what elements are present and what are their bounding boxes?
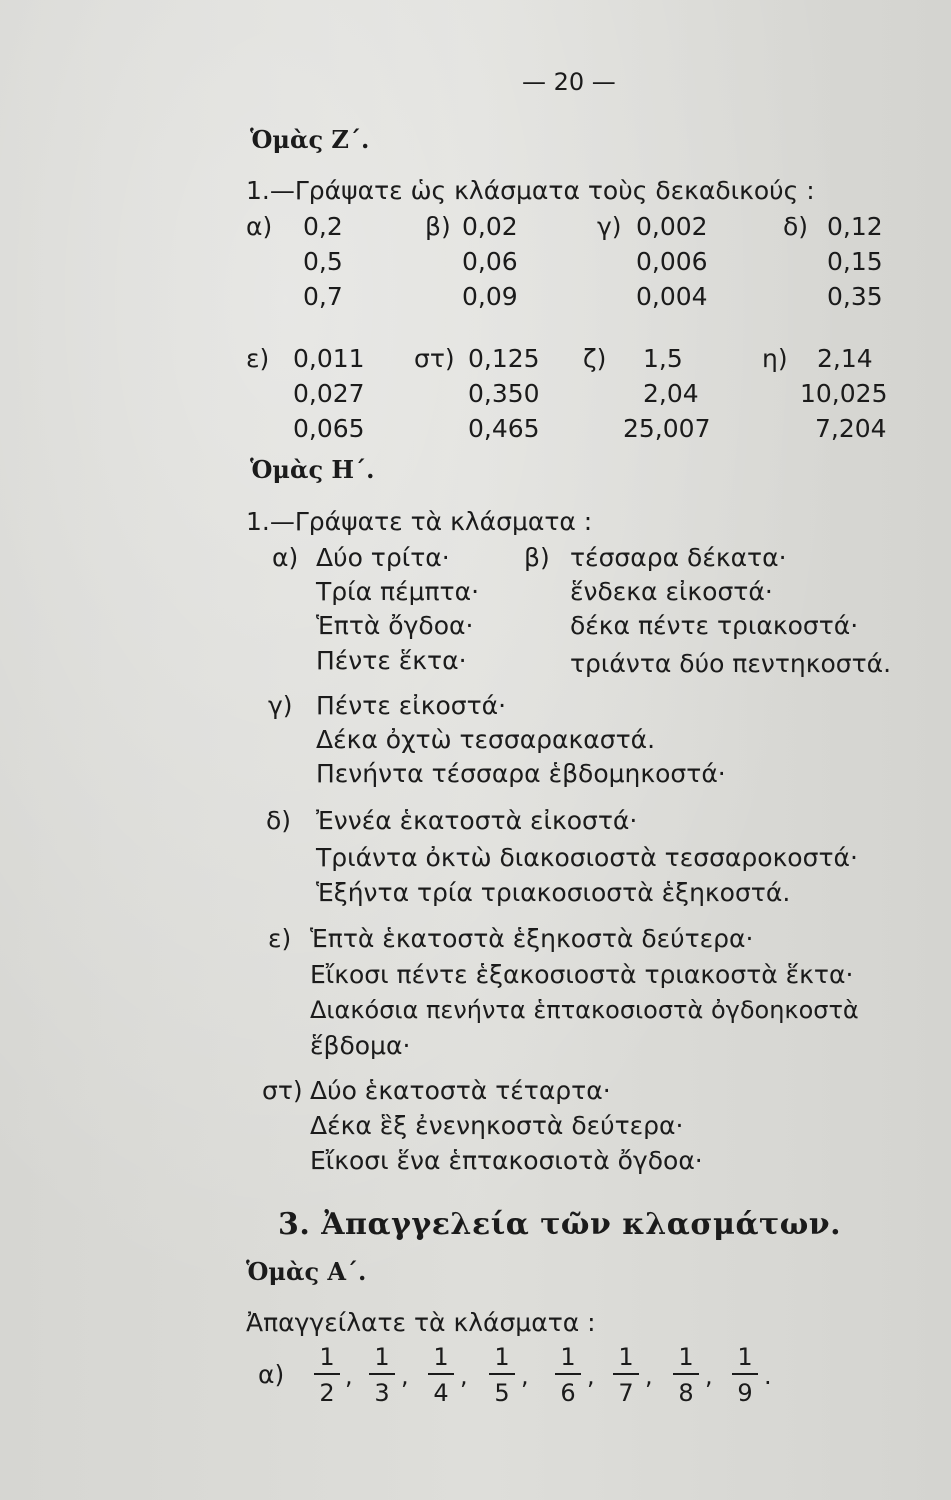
- fraction: [424, 1343, 458, 1407]
- fraction-text: ἕνδεκα εἰκοστά·: [570, 577, 773, 606]
- fraction-end-mark: .: [764, 1362, 772, 1390]
- decimal-value: 0,06: [462, 247, 518, 276]
- label-alpha: α): [258, 1360, 285, 1389]
- decimal-value: 1,5: [643, 344, 683, 373]
- decimal-value: 0,5: [303, 247, 343, 276]
- fraction-numerator: 1: [618, 1343, 634, 1371]
- group-z-instruction: 1.—Γράψατε ὡς κλάσματα τοὺς δεκαδικούς :: [246, 176, 815, 205]
- decimal-value: 0,004: [636, 282, 708, 311]
- fraction-denominator: 7: [618, 1379, 634, 1407]
- decimal-value: 0,125: [468, 344, 540, 373]
- label-beta: β): [524, 543, 550, 572]
- group-z-heading: Ὁμὰς Ζ΄.: [250, 125, 370, 154]
- fraction-text: δέκα πέντε τριακοστά·: [570, 611, 859, 640]
- decimal-value: 0,2: [303, 212, 343, 241]
- label-gamma: γ): [597, 212, 622, 241]
- label-epsilon: ε): [268, 924, 292, 953]
- section-title: 3. Ἀπαγγελεία τῶν κλασμάτων.: [278, 1207, 842, 1242]
- fraction-text: Ἐννέα ἑκατοστὰ εἰκοστά·: [316, 806, 638, 835]
- group-h-heading: Ὁμὰς Η΄.: [250, 455, 375, 484]
- fraction-text: Δέκα ἓξ ἐνενηκοστὰ δεύτερα·: [310, 1111, 684, 1140]
- fraction-separator: ,: [705, 1362, 713, 1390]
- fraction-text: Ἑπτὰ ὄγδοα·: [316, 611, 474, 640]
- fraction-text: ἕβδομα·: [310, 1031, 411, 1060]
- fraction-text: Δέκα ὀχτὼ τεσσαρακαστά.: [316, 725, 656, 754]
- fraction-denominator: 6: [560, 1379, 576, 1407]
- section-instruction: Ἀπαγγείλατε τὰ κλάσματα :: [246, 1308, 596, 1337]
- label-eta: η): [762, 344, 788, 373]
- fraction-numerator: 1: [319, 1343, 335, 1371]
- fraction: [728, 1343, 762, 1407]
- fraction-numerator: 1: [494, 1343, 510, 1371]
- fraction-text: Δύο τρίτα·: [316, 543, 450, 572]
- fraction-denominator: 9: [737, 1379, 753, 1407]
- decimal-value: 25,007: [623, 414, 711, 443]
- label-alpha: α): [246, 212, 273, 241]
- decimal-value: 0,027: [293, 379, 365, 408]
- fraction-text: Εἴκοσι ἕνα ἑπτακοσιοτὰ ὄγδοα·: [310, 1146, 703, 1175]
- fraction-numerator: 1: [737, 1343, 753, 1371]
- label-stigma: στ): [262, 1076, 303, 1105]
- fraction-numerator: 1: [374, 1343, 390, 1371]
- fraction-text: Πέντε ἕκτα·: [316, 646, 467, 675]
- group-a-heading: Ὁμὰς Α΄.: [246, 1257, 367, 1286]
- fraction-numerator: 1: [678, 1343, 694, 1371]
- label-delta: δ): [783, 212, 809, 241]
- fraction-text: Ἑξήντα τρία τριακοσιοστὰ ἑξηκοστά.: [316, 878, 791, 907]
- decimal-value: 0,065: [293, 414, 365, 443]
- fraction-denominator: 2: [319, 1379, 335, 1407]
- label-gamma: γ): [268, 691, 293, 720]
- label-alpha: α): [272, 543, 299, 572]
- fraction-separator: ,: [401, 1362, 409, 1390]
- label-stigma: στ): [414, 344, 455, 373]
- fraction-denominator: 5: [494, 1379, 510, 1407]
- decimal-value: 0,350: [468, 379, 540, 408]
- fraction: [551, 1343, 585, 1407]
- decimal-value: 2,04: [643, 379, 699, 408]
- decimal-value: 0,465: [468, 414, 540, 443]
- fraction-text: Τρία πέμπτα·: [316, 577, 480, 606]
- decimal-value: 7,204: [815, 414, 887, 443]
- group-h-instruction: 1.—Γράψατε τὰ κλάσματα :: [246, 507, 593, 536]
- fraction-numerator: 1: [433, 1343, 449, 1371]
- label-epsilon: ε): [246, 344, 270, 373]
- fraction-text: τριάντα δύο πεντηκοστά.: [570, 649, 892, 678]
- fraction-text: Πενήντα τέσσαρα ἑβδομηκοστά·: [316, 759, 726, 788]
- fraction-text: Τριάντα ὀκτὼ διακοσιοστὰ τεσσαροκοστά·: [316, 843, 858, 872]
- decimal-value: 0,006: [636, 247, 708, 276]
- decimal-value: 0,011: [293, 344, 365, 373]
- fraction-denominator: 4: [433, 1379, 449, 1407]
- fraction: [365, 1343, 399, 1407]
- label-delta: δ): [266, 806, 292, 835]
- fraction: [609, 1343, 643, 1407]
- decimal-value: 0,15: [827, 247, 883, 276]
- decimal-value: 0,002: [636, 212, 708, 241]
- fraction-denominator: 8: [678, 1379, 694, 1407]
- decimal-value: 0,02: [462, 212, 518, 241]
- decimal-value: 0,09: [462, 282, 518, 311]
- fraction-text: Πέντε εἰκοστά·: [316, 691, 507, 720]
- fraction-text: τέσσαρα δέκατα·: [570, 543, 787, 572]
- fraction-numerator: 1: [560, 1343, 576, 1371]
- label-beta: β): [425, 212, 451, 241]
- decimal-value: 0,7: [303, 282, 343, 311]
- fraction-separator: ,: [587, 1362, 595, 1390]
- fraction-denominator: 3: [374, 1379, 390, 1407]
- decimal-value: 0,12: [827, 212, 883, 241]
- decimal-value: 10,025: [800, 379, 888, 408]
- fraction: [485, 1343, 519, 1407]
- fraction-separator: ,: [521, 1362, 529, 1390]
- fraction-text: Διακόσια πενήντα ἑπτακοσιοστὰ ὀγδοηκοστὰ: [310, 996, 859, 1024]
- fraction-separator: ,: [645, 1362, 653, 1390]
- fraction-text: Εἴκοσι πέντε ἑξακοσιοστὰ τριακοστὰ ἕκτα·: [310, 960, 854, 989]
- fraction-text: Ἑπτὰ ἑκατοστὰ ἑξηκοστὰ δεύτερα·: [310, 924, 754, 953]
- decimal-value: 0,35: [827, 282, 883, 311]
- fraction: [669, 1343, 703, 1407]
- page-number: — 20 —: [522, 68, 616, 96]
- fraction-separator: ,: [460, 1362, 468, 1390]
- fraction: [310, 1343, 344, 1407]
- fraction-separator: ,: [345, 1362, 353, 1390]
- decimal-value: 2,14: [817, 344, 873, 373]
- label-zeta: ζ): [583, 344, 607, 373]
- fraction-text: Δύο ἑκατοστὰ τέταρτα·: [310, 1076, 611, 1105]
